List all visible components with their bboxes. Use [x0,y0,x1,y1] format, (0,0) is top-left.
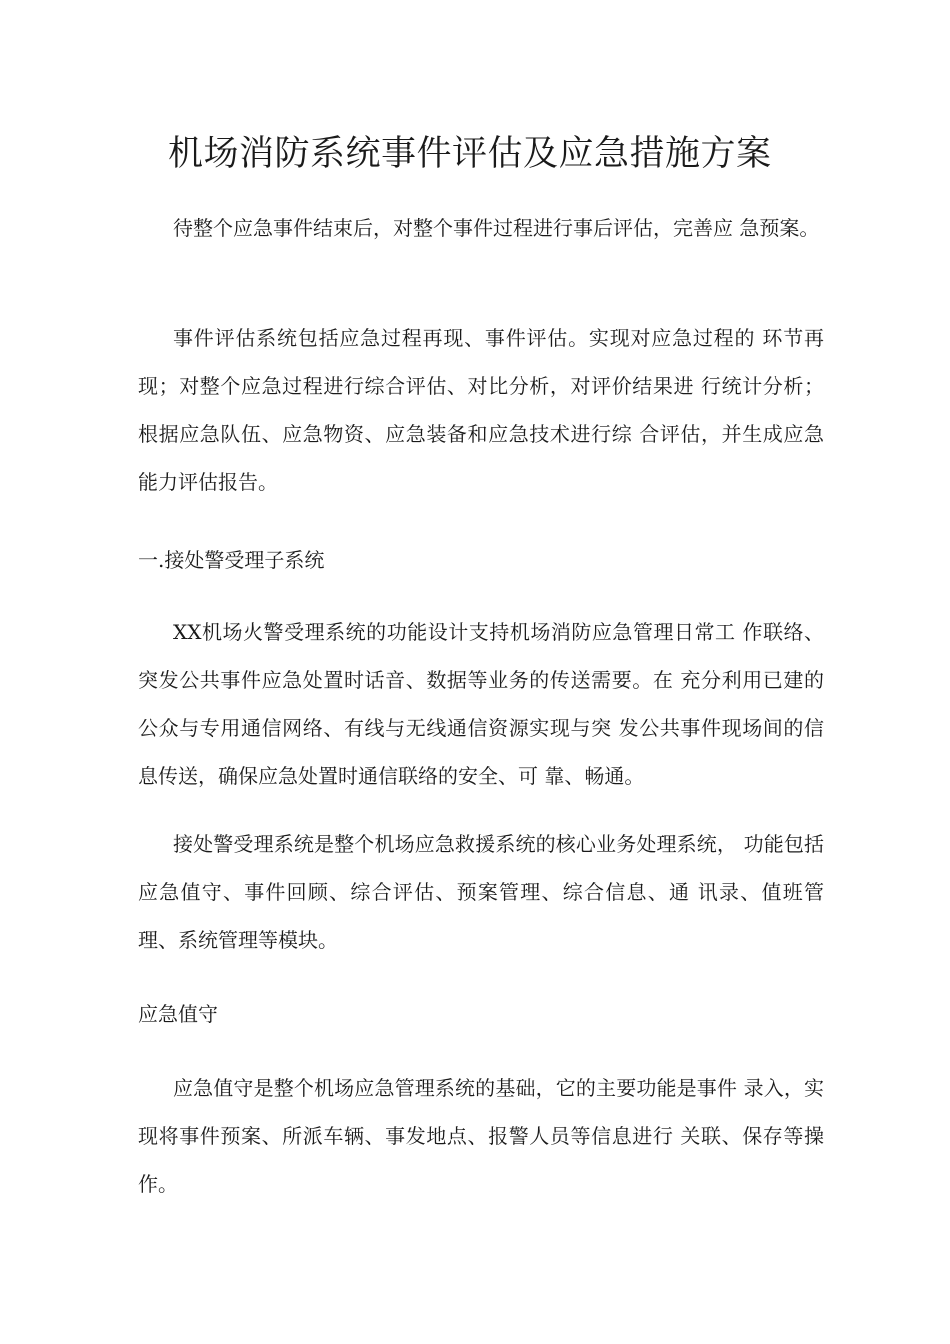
paragraph-emergency-duty: 应急值守是整个机场应急管理系统的基础，它的主要功能是事件 录入，实现将事件预案、所派车辆、事发地点、报警人员等信息进行 关联、保存等操作。 [138,1076,824,1196]
section-heading-emergency-duty: 应急值守 [138,1002,218,1026]
paragraph-assessment-system: 事件评估系统包括应急过程再现、事件评估。实现对应急过程的 环节再现；对整个应急过程进行综合评估、对比分析，对评价结果进 行统计分析；根据应急队伍、应急物资、应急装备和应急技术进行综 合评估，并生成应急能力评估报告。 [138,326,824,494]
paragraph-alarm-core-system: 接处警受理系统是整个机场应急救援系统的核心业务处理系统， 功能包括应急值守、事件回顾、综合评估、预案管理、综合信息、通 讯录、值班管理、系统管理等模块。 [138,832,824,952]
paragraph-event-assessment: 待整个应急事件结束后，对整个事件过程进行事后评估，完善应 急预案。 [173,216,820,240]
paragraph-fire-alarm-system: XX机场火警受理系统的功能设计支持机场消防应急管理日常工 作联络、突发公共事件应急处置时话音、数据等业务的传送需要。在 充分利用已建的公众与专用通信网络、有线与无线通信资源实现与突 发公共事件现场间的信息传送，确保应急处置时通信联络的安全、可 靠、畅通。 [138,620,824,788]
document-title: 机场消防系统事件评估及应急措施方案 [168,134,772,174]
section-heading-alarm-subsystem: 一.接处警受理子系统 [138,548,325,572]
